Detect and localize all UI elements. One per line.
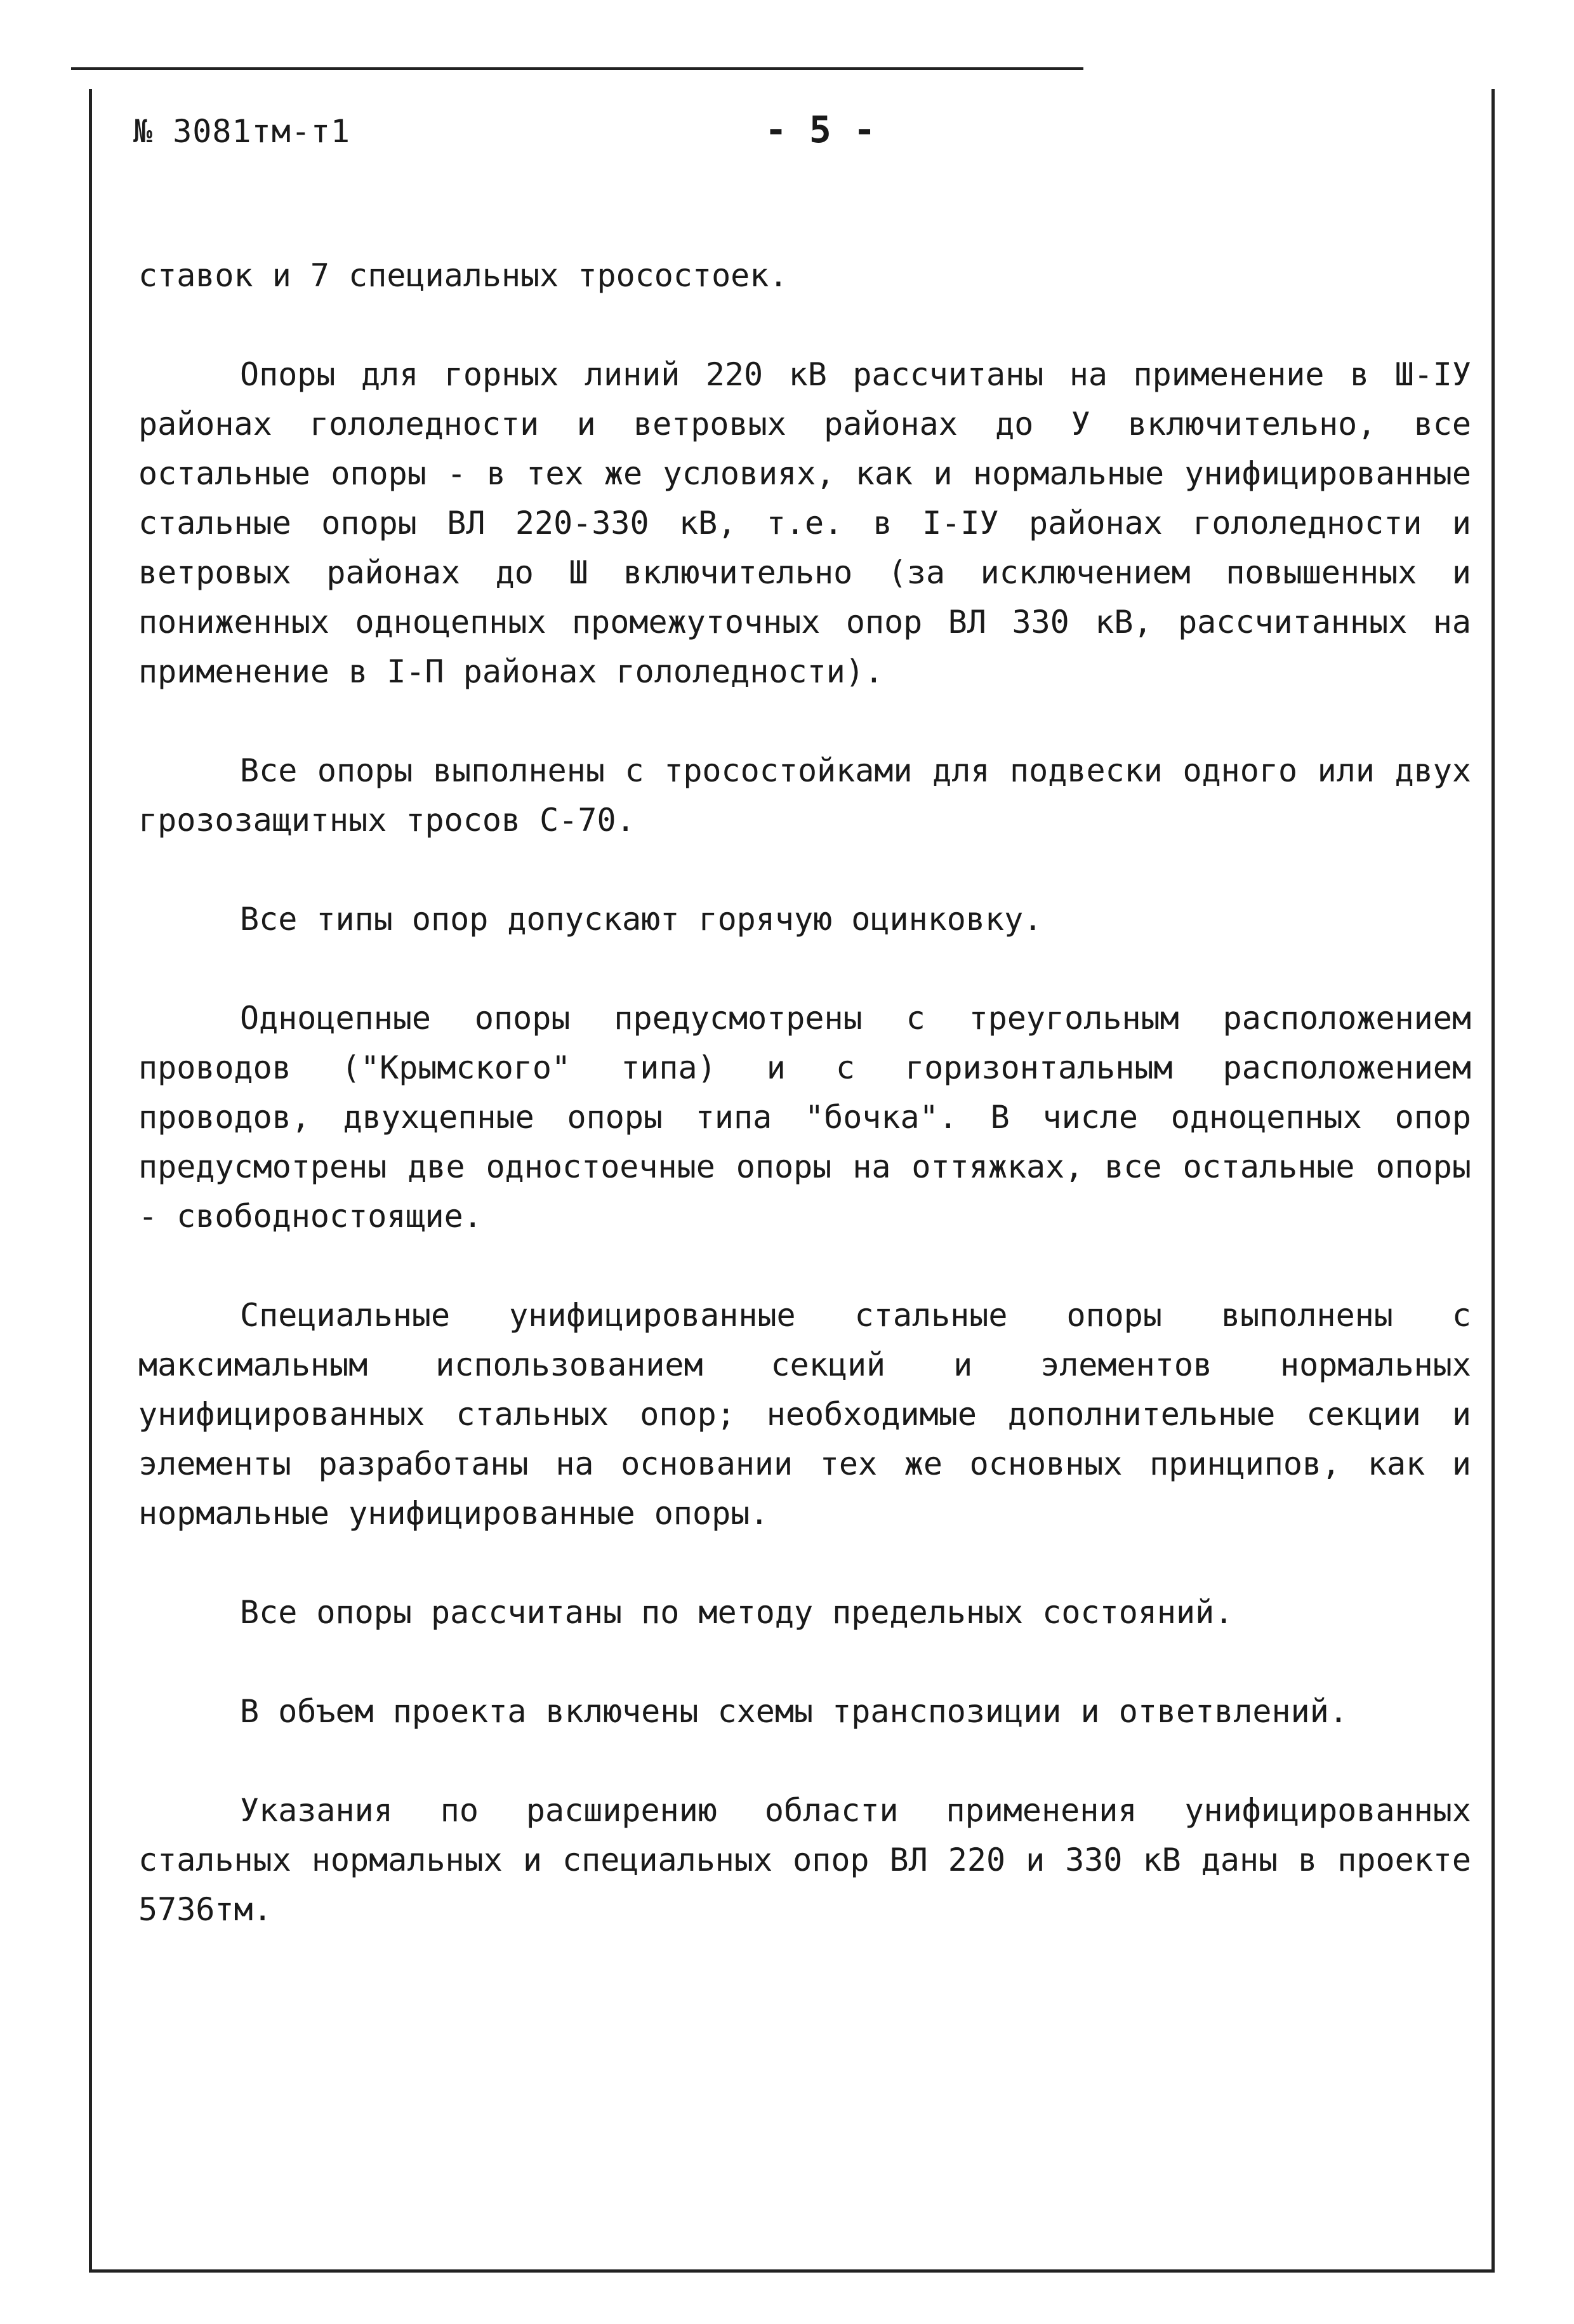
paragraph-limit-states: Все опоры рассчитаны по методу предельных состояний. (240, 1594, 1234, 1631)
paragraph-ground-wires: Все опоры выполнены с тросостойками для подвески одного или двух грозозащитных тросов С-70. (138, 752, 1491, 839)
top-rule (71, 67, 1083, 70)
paragraph-instructions: Указания по расширению области применения унифицированных стальных нормальных и специальных опор ВЛ 220 и 330 кВ даны в проекте 5736тм. (138, 1792, 1491, 1928)
paragraph-transposition: В объем проекта включены схемы транспозиции и ответвлений. (240, 1693, 1348, 1730)
paragraph-single-circuit: Одноцепные опоры предусмотрены с треугольным расположением проводов ("Крымского" типа) и с горизонтальным расположением проводов, двухцепные опоры типа "бочка". В числе одноцепных опор предусмотрены две одностоечные опоры на оттяжках, все остальные опоры - свободностоящие. (138, 1000, 1491, 1235)
paragraph-galvanizing: Все типы опор допускают горячую оцинковку. (240, 901, 1043, 938)
paragraph-special-supports: Специальные унифицированные стальные опоры выполнены с максимальным использованием секций и элементов нормальных унифицированных стальных опор; необходимые дополнительные секции и элементы разработаны на основании тех же основных принципов, как и нормальные унифицированные опоры. (138, 1297, 1491, 1532)
document-number: № 3081тм-т1 (133, 113, 351, 150)
paragraph-mountain-lines: Опоры для горных линий 220 кВ рассчитаны на применение в Ш-IУ районах гололедности и ветровых районах до У включительно, все остальные опоры - в тех же условиях, как и нормальные унифицированные стальные опоры ВЛ 220-330 кВ, т.е. в I-IУ районах гололедности и ветровых районах до Ш включительно (за исключением повышенных и пониженных одноцепных промежуточных опор ВЛ 330 кВ, рассчитанных на применение в I-П районах гололедности). (138, 356, 1491, 690)
document-body (138, 251, 1491, 1984)
page-number: - 5 - (765, 108, 876, 151)
paragraph-continuation: ставок и 7 специальных тросостоек. (138, 257, 788, 294)
